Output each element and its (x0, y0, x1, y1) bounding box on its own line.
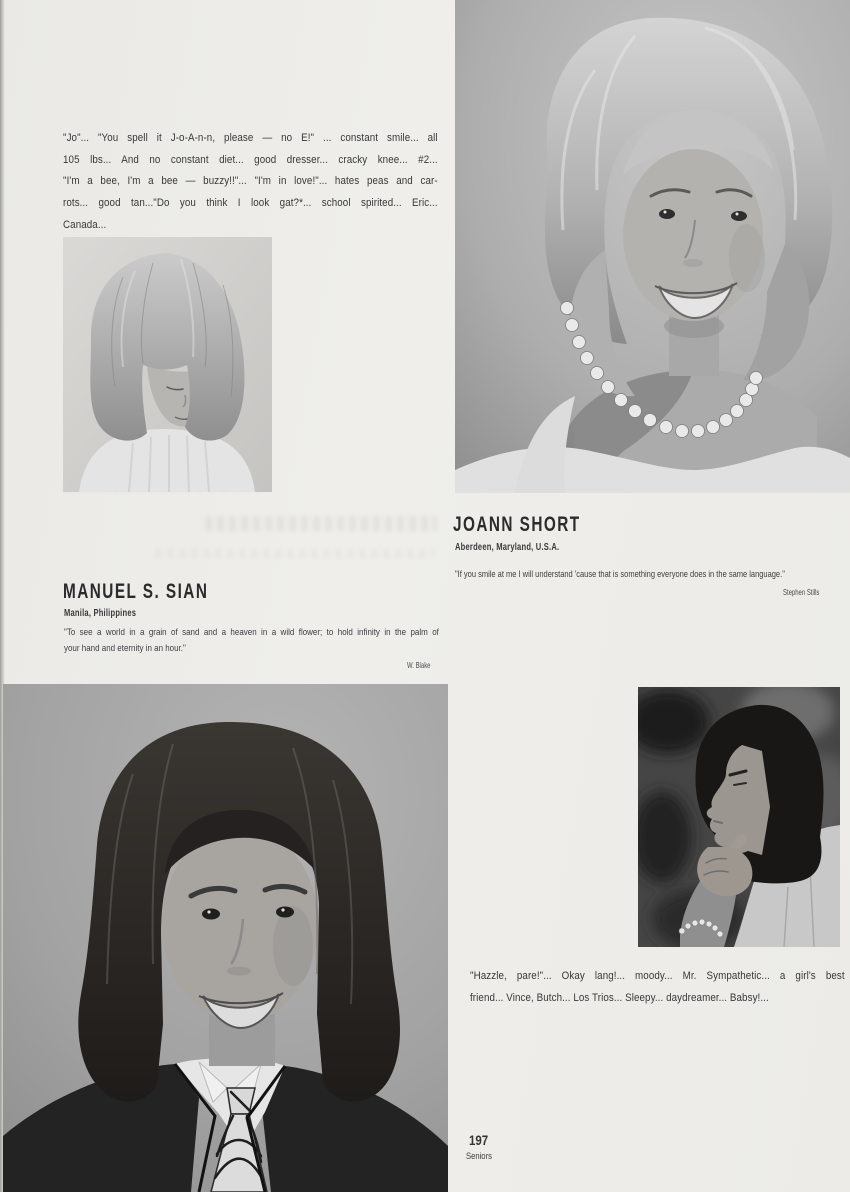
page-number: 197 (469, 1133, 489, 1148)
text-line: "I'm a bee, I'm a bee — buzzy!!"... "I'm in love!"... hates peas and car- (63, 175, 438, 188)
joann-portrait-photo (455, 0, 850, 493)
text-line: 105 lbs... And no constant diet... good dresser... cracky knee... #2... (63, 153, 438, 166)
manuel-portrait-photo (3, 684, 448, 1192)
young-man-profile-illustration (638, 687, 840, 947)
manuel-name-heading: MANUEL S. SIAN (63, 580, 209, 603)
manuel-quote (64, 624, 439, 656)
joann-name-heading: JOANN SHORT (453, 513, 581, 536)
text-line: "To see a world in a grain of sand and a heaven in a wild flower; to hold infinity in the palm of (64, 626, 439, 637)
text-line: "Jo"... "You spell it J-o-A-n-n, please — no E!" ... constant smile... all (63, 132, 438, 144)
girl-pearl-necklace-illustration (455, 0, 850, 493)
manuel-candid-photo (638, 687, 840, 947)
joann-location: Aberdeen, Maryland, U.S.A. (455, 541, 560, 553)
manuel-blurb (470, 966, 845, 1009)
bleed-through-text-smudge (155, 549, 435, 558)
joann-quote-attribution: Stephen Stills (783, 587, 820, 597)
manuel-location: Manila, Philippines (64, 607, 137, 619)
text-line: Canada... (63, 218, 107, 231)
text-line: "Hazzle, pare!"... Okay lang!... moody... Mr. Sympathetic... a girl's best (470, 970, 845, 982)
section-label: Seniors (466, 1151, 492, 1161)
young-man-suit-illustration (3, 684, 448, 1192)
manuel-quote-attribution: W. Blake (407, 660, 431, 670)
bleed-through-text-smudge (205, 516, 437, 531)
girl-looking-down-illustration (63, 237, 272, 492)
joann-blurb (63, 128, 438, 237)
text-line: your hand and eternity in an hour." (64, 641, 186, 653)
joann-candid-photo (63, 237, 272, 492)
text-line: rots... good tan..."Do you think I look gat?*... school spirited... Eric... (63, 197, 438, 210)
text-line: friend... Vince, Butch... Los Trios... Sleepy... daydreamer... Babsy!... (470, 991, 769, 1004)
joann-quote: "If you smile at me I will understand 'cause that is something everyone does in the same language." (455, 568, 785, 579)
